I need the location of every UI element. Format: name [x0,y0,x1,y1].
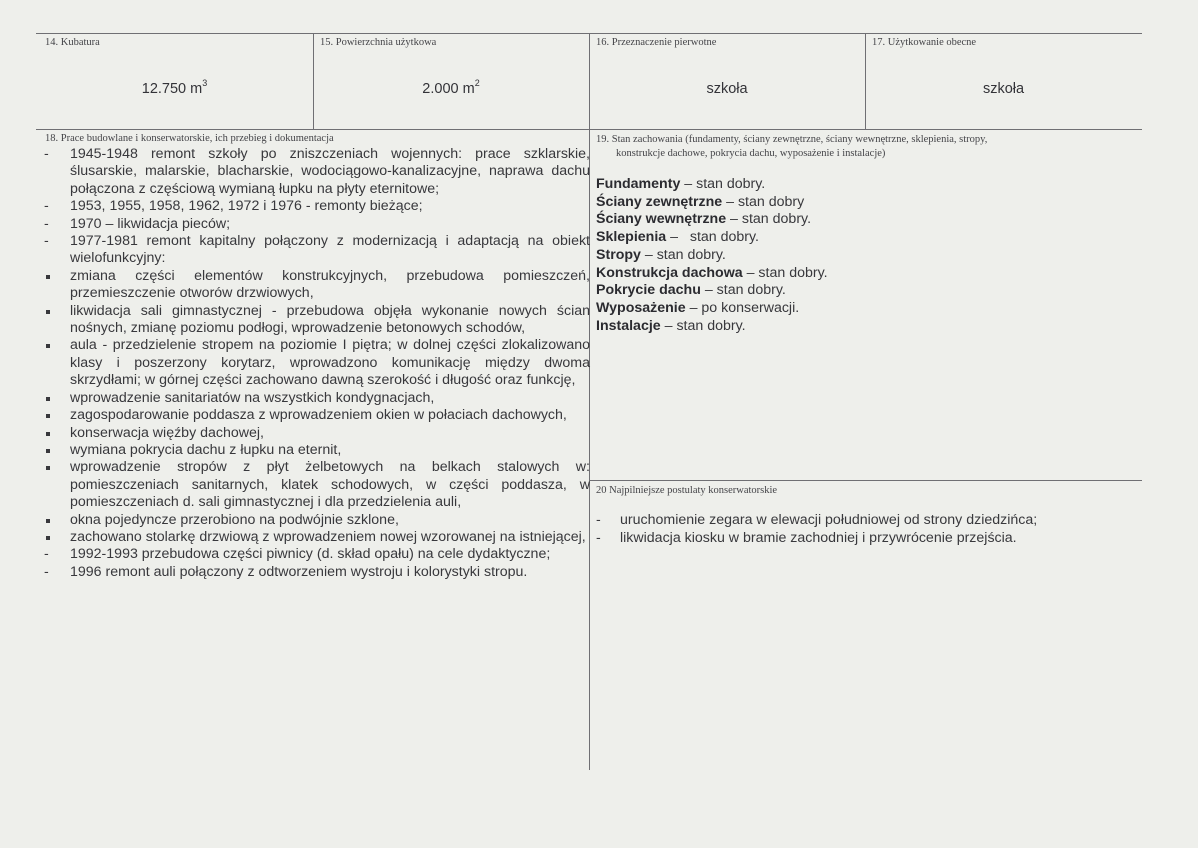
powierzchnia-value: 2.000 $m^2$ [422,78,480,97]
square-bullet-icon [46,449,50,453]
condition-label-line1: 19. Stan zachowania (fundamenty, ściany zewnętrzne, ściany wewnętrzne, sklepienia, stropy, [596,134,988,145]
condition-bottom-border [589,480,1142,481]
condition-item: Konstrukcja dachowa – stan dobry. [596,264,828,281]
uzytkowanie-label: 17. Użytkowanie obecne [872,37,977,48]
square-bullet-icon [46,432,50,436]
kubatura-label: 14. Kubatura [45,37,100,48]
condition-item: Pokrycie dachu – stan dobry. [596,282,786,299]
condition-item: Instalacje – stan dobry. [596,317,746,334]
list-item: - likwidacja kiosku w bramie zachodniej i przywrócenie przejścia. [596,529,1017,546]
square-bullet-icon [46,519,50,523]
przeznaczenie-value: szkoła [706,81,748,97]
square-bullet-icon [46,397,50,401]
works-label: 18. Prace budowlane i konserwatorskie, ich przebieg i dokumentacja [45,133,334,144]
list-item: - 1953, 1955, 1958, 1962, 1972 i 1976 - remonty bieżące; [44,198,423,215]
list-item: wprowadzenie stropów z płyt żelbetowych na belkach stalowych w: pomieszczeniach sanitarnych, klatek schodowych, w części poddasza, w pomieszczeniach d. sali gimnastycznej i dla przedzielenia auli, [40,459,590,511]
condition-item: Wyposażenie – po konserwacji. [596,299,800,316]
list-item: - 1992-1993 przebudowa części piwnicy (d. skład opału) na cele dydaktyczne; [44,546,551,563]
list-item: - 1977-1981 remont kapitalny połączony z modernizacją i adaptacją na obiekt wielofunkcyjny: [44,233,590,267]
condition-item: Ściany wewnętrzne – stan dobry. [596,211,812,228]
list-item: zagospodarowanie poddasza z wprowadzeniem okien w połaciach dachowych, [40,407,590,424]
square-bullet-icon [46,310,50,314]
condition-item: Stropy – stan dobry. [596,246,726,263]
square-bullet-icon [46,275,50,279]
list-item: - 1996 remont auli połączony z odtworzeniem wystroju i kolorystyki stropu. [44,563,528,580]
condition-item: Fundamenty – stan dobry. [596,176,766,192]
list-item: - 1945-1948 remont szkoły po zniszczeniach wojennych: prace szklarskie, ślusarskie, malarskie, blacharskie, wodociągowo-kanalizacyjne, naprawa dachu połączona z częściową wymianą łupku na płyty eternitowe; [44,146,590,197]
list-item: - uruchomienie zegara w elewacji południowej od strony dziedzińca; [596,512,1038,528]
powierzchnia-label: 15. Powierzchnia użytkowa [320,37,437,48]
square-bullet-icon [46,536,50,540]
list-item: aula - przedzielenie stropem na poziomie I piętra; w dolnej części zlokalizowano klasy i poszerzony korytarz, wprowadzono komunikację między dwoma skrzydłami; w górnej części zachowano dawną szerokość i długość oraz funkcję, [40,337,590,389]
przeznaczenie-label: 16. Przeznaczenie pierwotne [596,37,717,48]
condition-item: Sklepienia – stan dobry. [596,229,759,246]
list-item: zmiana części elementów konstrukcyjnych, przebudowa pomieszczeń, przemieszczenie otworów drzwiowych, [40,268,590,303]
condition-list [596,176,828,335]
condition-label-line2: konstrukcje dachowe, pokrycia dachu, wyposażenie i instalacje) [616,148,886,159]
uzytkowanie-value: szkoła [982,81,1025,97]
square-bullet-icon [46,466,50,470]
list-item: zachowano stolarkę drzwiową z wprowadzeniem nowej wzorowanej na istniejącej, [40,529,590,546]
works-list [40,146,590,581]
list-item: wymiana pokrycia dachu z łupku na eternit, [40,442,590,459]
list-item: konserwacja więźby dachowej, [40,425,590,442]
list-item: wprowadzenie sanitariatów na wszystkich kondygnacjach, [40,390,590,407]
list-item: likwidacja sali gimnastycznej - przebudowa objęła wykonanie nowych ścian nośnych, zmianę poziomu podłogi, wprowadzenie betonowych schodów, [40,303,590,338]
kubatura-value: 12.750 $m^3$ [141,78,208,97]
condition-item: Ściany zewnętrzne – stan dobry [596,193,805,210]
list-item: - 1970 – likwidacja pieców; [44,215,231,232]
list-item: okna pojedyncze przerobiono na podwójnie szklone, [40,512,590,529]
postulates-list [596,512,1156,547]
postulates-label: 20 Najpilniejsze postulaty konserwatorskie [596,485,778,496]
square-bullet-icon [46,414,50,418]
square-bullet-icon [46,344,50,348]
